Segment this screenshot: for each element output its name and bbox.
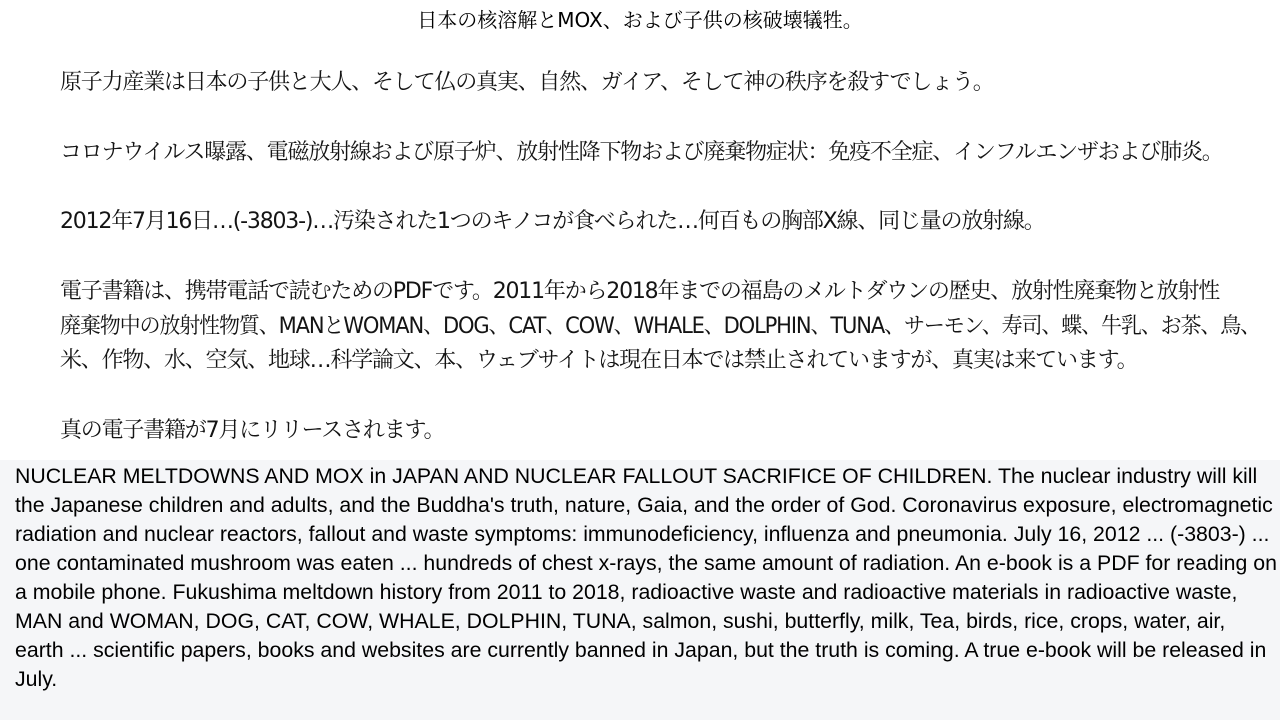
japanese-paragraph-4-line-2: 廃棄物中の放射性物質、MANとWOMAN、DOG、CAT、COW、WHALE、DOLPHIN、TUNA、サーモン、寿司、蝶、牛乳、お茶、鳥、 — [60, 314, 1260, 339]
japanese-paragraph-5: 真の電子書籍が7月にリリースされます。 — [60, 418, 445, 443]
japanese-paragraph-4-line-3: 米、作物、水、空気、地球…科学論文、本、ウェブサイトは現在日本では禁止されていますが、真実は来ています。 — [60, 348, 1138, 373]
japanese-paragraph-1: 原子力産業は日本の子供と大人、そして仏の真実、自然、ガイア、そして神の秩序を殺すでしょう。 — [60, 70, 994, 95]
english-translation-block — [0, 460, 1280, 720]
japanese-paragraph-4-line-1: 電子書籍は、携帯電話で読むためのPDFです。2011年から2018年までの福島のメルトダウンの歴史、放射性廃棄物と放射性 — [60, 279, 1220, 304]
japanese-paragraph-2: コロナウイルス曝露、電磁放射線および原子炉、放射性降下物および廃棄物症状：免疫不全症、インフルエンザおよび肺炎。 — [60, 140, 1223, 165]
japanese-paragraph-3: 2012年7月16日…(-3803-)…汚染された1つのキノコが食べられた…何百もの胸部X線、同じ量の放射線。 — [60, 209, 1045, 234]
japanese-title: 日本の核溶解とMOX、および子供の核破壊犠牲。 — [417, 8, 863, 32]
english-translation-text: NUCLEAR MELTDOWNS AND MOX in JAPAN AND NUCLEAR FALLOUT SACRIFICE OF CHILDREN. The nuclear industry will kill the Japanese children and adults, and the Buddha's truth, nature, Gaia, and the order of God. Coronavirus exposure, electromagnetic radiation and nuclear reactors, fallout and waste symptoms: immunodeficiency, influenza and pneumonia. July 16, 2012 ... (-3803-) ... one contaminated mushroom was eaten ... hundreds of chest x-rays, the same amount of radiation. An e-book is a PDF for reading on a mobile phone. Fukushima meltdown history from 2011 to 2018, radioactive waste and radioactive materials in radioactive waste, MAN and WOMAN, DOG, CAT, COW, WHALE, DOLPHIN, TUNA, salmon, sushi, butterfly, milk, Tea, birds, rice, crops, water, air, earth ... scientific papers, books and websites are currently banned in Japan, but the truth is coming. A true e-book will be released in July. — [15, 464, 1277, 691]
